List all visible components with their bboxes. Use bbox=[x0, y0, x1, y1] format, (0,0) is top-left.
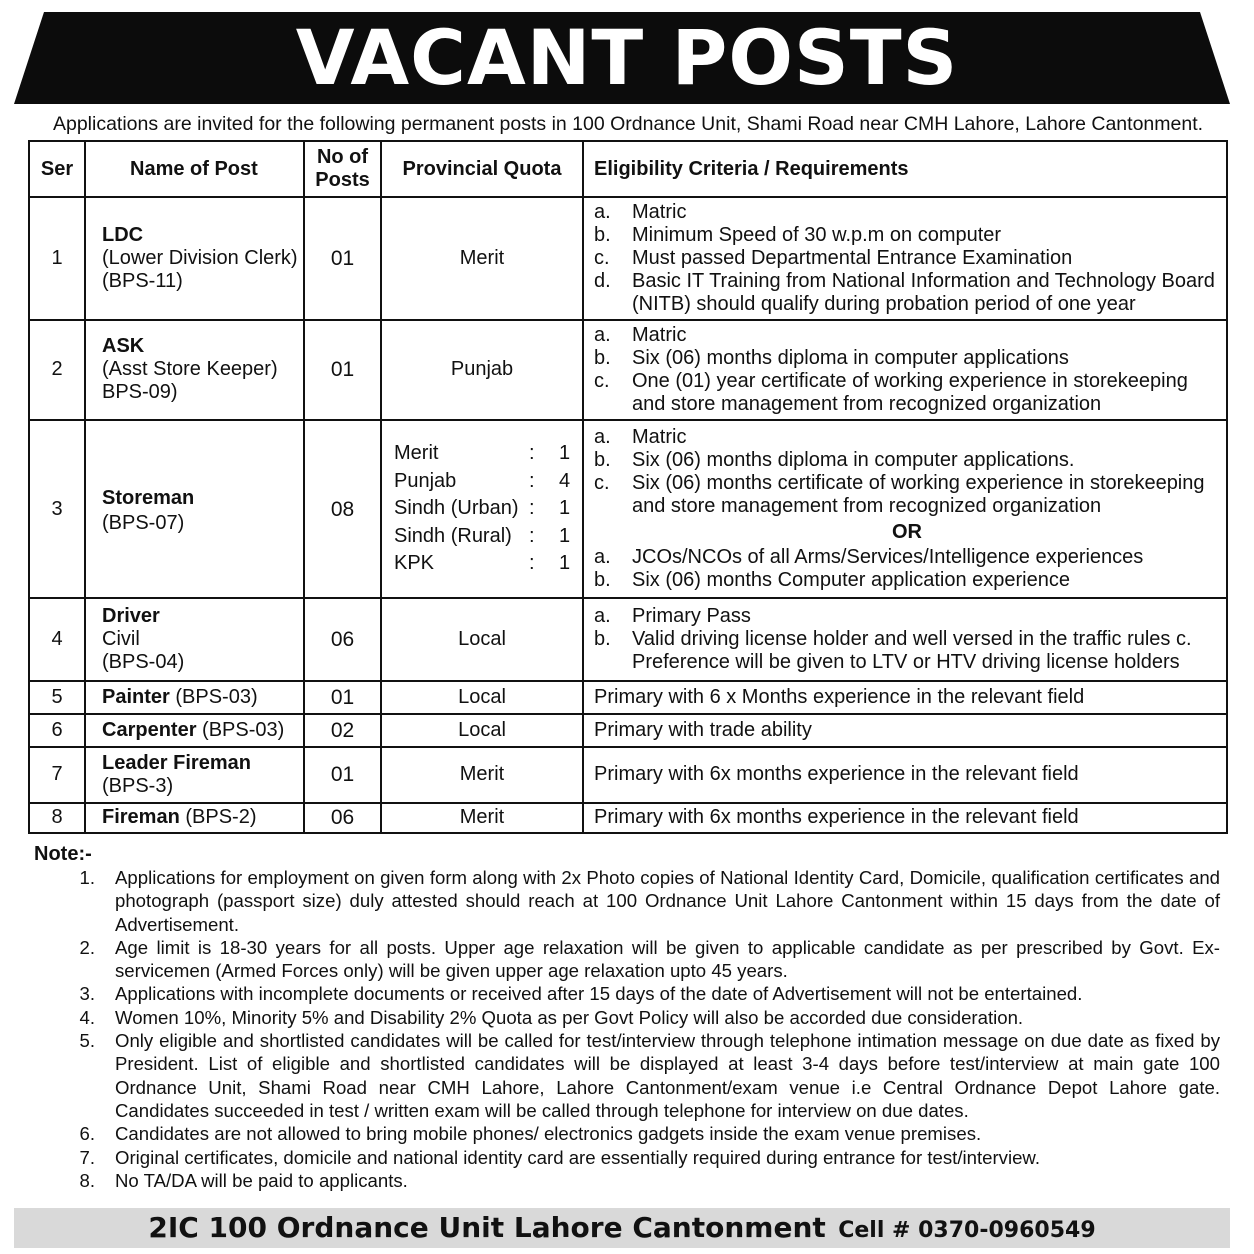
posts-table bbox=[28, 140, 1228, 834]
post-title: Painter bbox=[102, 685, 170, 708]
row-ser: 3 bbox=[29, 420, 85, 599]
footer-bar bbox=[14, 1208, 1230, 1248]
post-subtitle: (Lower Division Clerk) bbox=[102, 246, 298, 269]
note-item: 6. Candidates are not allowed to bring mobile phones/ electronics gadgets inside the exam venue premises. bbox=[79, 1123, 982, 1145]
row-quota: Merit bbox=[381, 197, 583, 319]
row-posts: 01 bbox=[304, 747, 381, 803]
row-post-name bbox=[85, 197, 304, 319]
post-grade: BPS-09) bbox=[102, 381, 178, 404]
criteria-item: b. Six (06) months diploma in computer applications bbox=[594, 346, 1069, 369]
row-post-name bbox=[85, 681, 304, 714]
row-quota: Punjab bbox=[381, 320, 583, 420]
post-grade: (BPS-11) bbox=[102, 269, 183, 292]
post-subtitle: (Asst Store Keeper) bbox=[102, 358, 278, 381]
post-subtitle: Civil bbox=[102, 627, 140, 650]
quota-item: Sindh (Rural) : 1 bbox=[394, 524, 571, 547]
criteria-item: a. Matric bbox=[594, 200, 687, 223]
criteria-item: c. Must passed Departmental Entrance Examination bbox=[594, 246, 1073, 269]
row-eligibility bbox=[583, 420, 1227, 599]
header-posts bbox=[304, 141, 381, 197]
quota-item: Punjab : 4 bbox=[394, 469, 571, 492]
table-row bbox=[29, 598, 1227, 680]
criteria-item: d. Basic IT Training from National Information and Technology Board (NITB) should qualify during probation period of one year bbox=[594, 269, 1215, 315]
post-grade: (BPS-04) bbox=[102, 650, 185, 673]
table-row bbox=[29, 803, 1227, 833]
row-quota: Local bbox=[381, 714, 583, 747]
post-title: Carpenter bbox=[102, 718, 197, 741]
post-grade: (BPS-03) bbox=[169, 685, 258, 708]
criteria-item: b. Valid driving license holder and well versed in the traffic rules c. Preference will be given to LTV or HTV driving license holders bbox=[594, 627, 1192, 673]
notes-heading: Note:- bbox=[34, 843, 92, 865]
row-posts: 01 bbox=[304, 681, 381, 714]
note-item: 8. No TA/DA will be paid to applicants. bbox=[79, 1169, 408, 1191]
post-grade: (BPS-07) bbox=[102, 511, 185, 534]
row-eligibility: Primary with 6x months experience in the relevant field bbox=[583, 803, 1227, 833]
quota-item: KPK : 1 bbox=[394, 552, 571, 575]
post-title: Driver bbox=[102, 604, 160, 627]
note-item: 7. Original certificates, domicile and national identity card are essentially required during entrance for test/interview. bbox=[79, 1146, 1040, 1168]
row-eligibility: Primary with 6 x Months experience in the relevant field bbox=[583, 681, 1227, 714]
page-title: VACANT POSTS bbox=[295, 13, 959, 102]
or-separator: OR bbox=[892, 521, 922, 544]
row-eligibility bbox=[583, 598, 1227, 680]
notes-list bbox=[34, 866, 1220, 1192]
post-title: Fireman bbox=[102, 806, 180, 829]
row-ser: 5 bbox=[29, 681, 85, 714]
row-quota-breakdown bbox=[381, 420, 583, 599]
post-grade: (BPS-2) bbox=[179, 806, 257, 829]
header-name: Name of Post bbox=[85, 141, 304, 197]
row-ser: 8 bbox=[29, 803, 85, 833]
post-title: Leader Fireman bbox=[102, 751, 251, 774]
table-row bbox=[29, 320, 1227, 420]
row-post-name bbox=[85, 747, 304, 803]
row-ser: 6 bbox=[29, 714, 85, 747]
row-eligibility: Primary with trade ability bbox=[583, 714, 1227, 747]
header-posts-line2: Posts bbox=[315, 169, 370, 192]
row-post-name bbox=[85, 803, 304, 833]
row-ser: 7 bbox=[29, 747, 85, 803]
table-row bbox=[29, 714, 1227, 747]
criteria-item: c. One (01) year certificate of working experience in storekeeping and store management from recognized organization bbox=[594, 369, 1188, 415]
criteria-item: c. Six (06) months certificate of working experience in storekeeping and store management from recognized organization bbox=[594, 472, 1205, 518]
criteria-item: b. Six (06) months diploma in computer applications. bbox=[594, 449, 1075, 472]
row-post-name bbox=[85, 320, 304, 420]
row-quota: Local bbox=[381, 598, 583, 680]
row-posts: 01 bbox=[304, 197, 381, 319]
header-eligibility: Eligibility Criteria / Requirements bbox=[583, 141, 1227, 197]
row-post-name bbox=[85, 714, 304, 747]
quota-item: Merit : 1 bbox=[394, 442, 571, 465]
criteria-item: b. Six (06) months Computer application experience bbox=[594, 569, 1070, 592]
row-posts: 08 bbox=[304, 420, 381, 599]
note-item: 5. Only eligible and shortlisted candidates will be called for test/interview through telephone intimation message on due date as fixed by President. List of eligible and shortlisted candidates will be displayed at least 3-4 days before test/interview at main gate 100 Ordnance Unit, Shami Road near CMH Lahore, Lahore Cantonment/exam venue i.e Central Ordnance Depot Lahore gate. Candidates succeeded in test / written exam will be called through telephone for interview on due dates. bbox=[79, 1030, 1220, 1121]
row-eligibility bbox=[583, 197, 1227, 319]
footer-cell-number: Cell # 0370-0960549 bbox=[838, 1218, 1096, 1243]
row-posts: 06 bbox=[304, 803, 381, 833]
criteria-item: a. JCOs/NCOs of all Arms/Services/Intelligence experiences bbox=[594, 546, 1144, 569]
header-posts-line1: No of bbox=[316, 146, 369, 169]
row-posts: 01 bbox=[304, 320, 381, 420]
table-row bbox=[29, 197, 1227, 319]
criteria-item: a. Matric bbox=[594, 426, 687, 449]
post-grade: (BPS-03) bbox=[196, 718, 285, 741]
criteria-item: a. Matric bbox=[594, 323, 687, 346]
row-post-name bbox=[85, 598, 304, 680]
criteria-item: b. Minimum Speed of 30 w.p.m on computer bbox=[594, 223, 1002, 246]
table-row bbox=[29, 681, 1227, 714]
header-ser: Ser bbox=[29, 141, 85, 197]
row-eligibility bbox=[583, 320, 1227, 420]
post-title: Storeman bbox=[102, 486, 195, 509]
note-item: 4. Women 10%, Minority 5% and Disability 2% Quota as per Govt Policy will also be accorded due consideration. bbox=[79, 1006, 1024, 1028]
header-quota: Provincial Quota bbox=[381, 141, 583, 197]
row-quota: Local bbox=[381, 681, 583, 714]
row-quota: Merit bbox=[381, 803, 583, 833]
row-post-name bbox=[85, 420, 304, 599]
note-item: 3. Applications with incomplete documents or received after 15 days of the date of Advertisement will not be entertained. bbox=[79, 983, 1083, 1005]
table-header-row bbox=[29, 141, 1227, 197]
table-row bbox=[29, 420, 1227, 599]
post-grade: (BPS-3) bbox=[102, 774, 174, 797]
table-row bbox=[29, 747, 1227, 803]
footer-contact-title: 2IC 100 Ordnance Unit Lahore Cantonment bbox=[148, 1211, 826, 1244]
row-ser: 4 bbox=[29, 598, 85, 680]
note-item: 2. Age limit is 18-30 years for all posts. Upper age relaxation will be given to applicable candidate as per prescribed by Govt. Ex-servicemen (Armed Forces only) will be given upper age relaxation upto 45 years. bbox=[79, 936, 1220, 982]
row-posts: 06 bbox=[304, 598, 381, 680]
row-quota: Merit bbox=[381, 747, 583, 803]
row-ser: 1 bbox=[29, 197, 85, 319]
criteria-item: a. Primary Pass bbox=[594, 604, 751, 627]
note-item: 1. Applications for employment on given form along with 2x Photo copies of National Identity Card, Domicile, qualification certificates and photograph (passport size) duly attested should reach at 100 Ordnance Unit Lahore Cantonment within 15 days from the date of Advertisement. bbox=[79, 867, 1220, 935]
intro-text: Applications are invited for the following permanent posts in 100 Ordnance Unit, Shami Road near CMH Lahore, Lahore Cantonment. bbox=[52, 113, 1204, 135]
post-title: LDC bbox=[102, 223, 144, 246]
quota-item: Sindh (Urban) : 1 bbox=[394, 497, 571, 520]
row-eligibility: Primary with 6x months experience in the relevant field bbox=[583, 747, 1227, 803]
post-title: ASK bbox=[102, 335, 145, 358]
row-posts: 02 bbox=[304, 714, 381, 747]
row-ser: 2 bbox=[29, 320, 85, 420]
